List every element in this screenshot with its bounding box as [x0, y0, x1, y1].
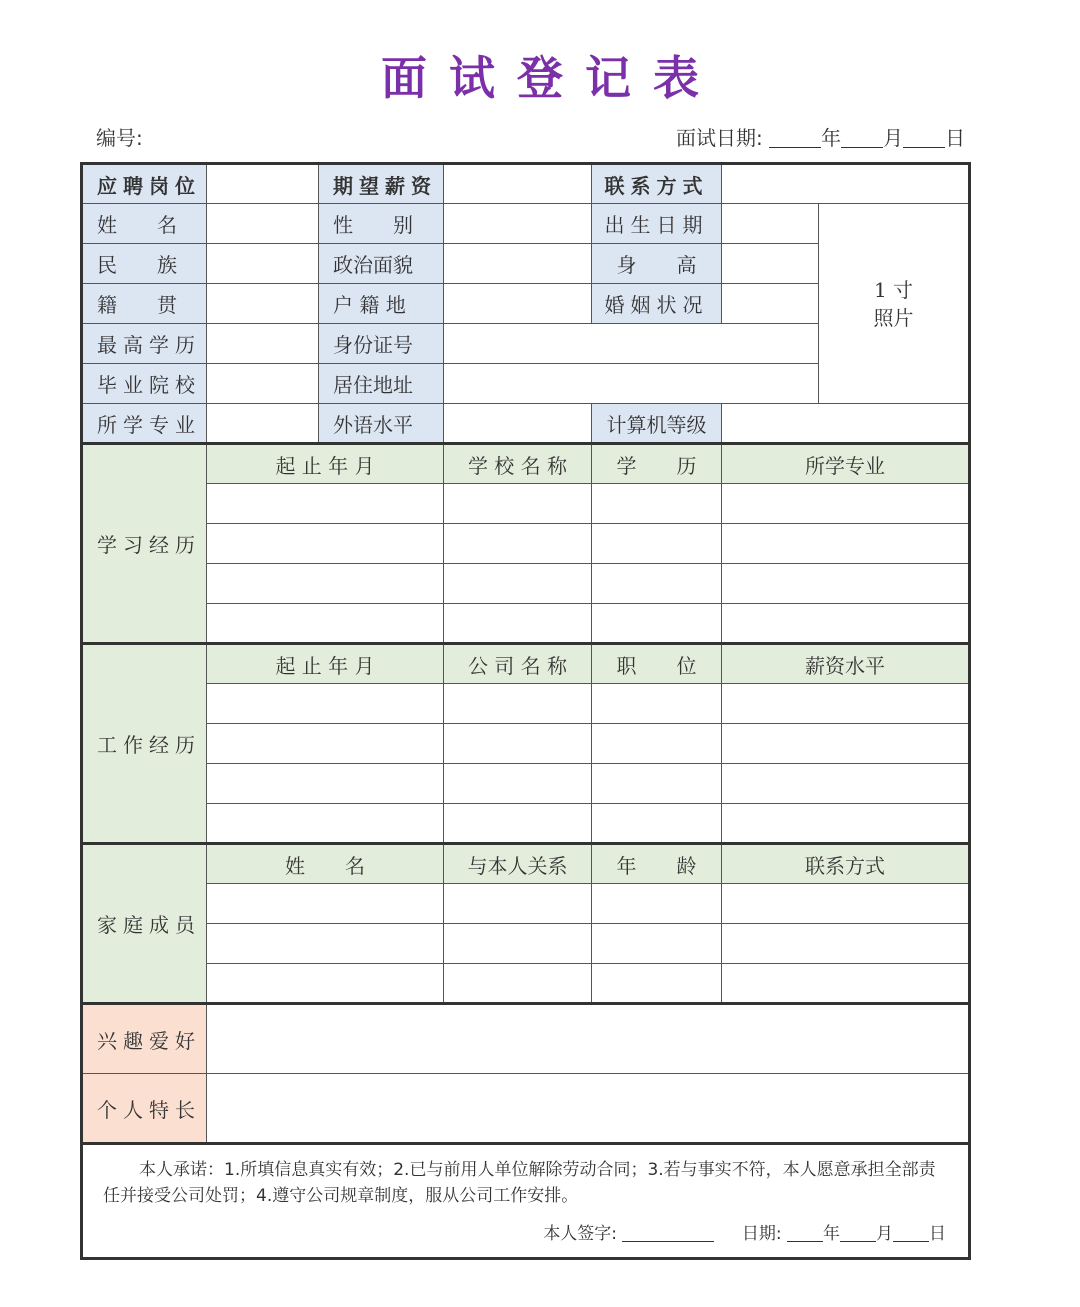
photo-box[interactable]	[819, 204, 970, 404]
language-field[interactable]	[444, 404, 592, 444]
study-school-cell[interactable]	[444, 564, 592, 604]
name-field[interactable]	[207, 204, 319, 244]
family-age-cell[interactable]	[592, 964, 722, 1004]
study-period-cell[interactable]	[207, 484, 444, 524]
study-degree-cell[interactable]	[592, 524, 722, 564]
study-major-cell[interactable]	[722, 484, 970, 524]
day-blank[interactable]	[903, 127, 945, 148]
table-row	[82, 724, 970, 764]
basic-row-7	[82, 404, 970, 444]
language-label: 外语水平	[319, 404, 444, 444]
hobbies-label: 兴趣爱好	[82, 1004, 207, 1074]
work-salary-cell[interactable]	[722, 724, 970, 764]
address-label: 居住地址	[319, 364, 444, 404]
study-period-cell[interactable]	[207, 524, 444, 564]
marital-label: 婚姻状况	[592, 284, 722, 324]
work-section-label: 工作经历	[82, 644, 207, 844]
salary-field[interactable]	[444, 164, 592, 204]
politics-label: 政治面貌	[319, 244, 444, 284]
family-contact-cell[interactable]	[722, 924, 970, 964]
year-label: 年	[821, 126, 842, 150]
interview-form	[80, 162, 971, 1260]
work-company-cell[interactable]	[444, 804, 592, 844]
family-section-label: 家庭成员	[82, 844, 207, 1004]
family-name-cell[interactable]	[207, 964, 444, 1004]
family-header-row	[82, 844, 970, 884]
work-col-company: 公 司 名 称	[444, 644, 592, 684]
hobbies-row	[82, 1004, 970, 1074]
work-position-cell[interactable]	[592, 684, 722, 724]
sign-day-blank[interactable]	[893, 1223, 929, 1242]
table-row	[82, 884, 970, 924]
study-period-cell[interactable]	[207, 604, 444, 644]
work-salary-cell[interactable]	[722, 804, 970, 844]
photo-size-text: 1 寸	[873, 277, 914, 302]
ethnicity-label: 民 族	[82, 244, 207, 284]
study-school-cell[interactable]	[444, 484, 592, 524]
sign-month-label: 月	[876, 1224, 893, 1244]
native-field[interactable]	[207, 284, 319, 324]
birth-field[interactable]	[722, 204, 819, 244]
height-label: 身 高	[592, 244, 722, 284]
study-col-major: 所学专业	[722, 444, 970, 484]
table-row	[82, 484, 970, 524]
salary-label: 期望薪资	[319, 164, 444, 204]
politics-field[interactable]	[444, 244, 592, 284]
work-salary-cell[interactable]	[722, 684, 970, 724]
signature-blank[interactable]	[622, 1223, 714, 1242]
position-label: 应聘岗位	[82, 164, 207, 204]
education-field[interactable]	[207, 324, 319, 364]
ethnicity-field[interactable]	[207, 244, 319, 284]
study-header-row	[82, 444, 970, 484]
id-number-field[interactable]	[444, 324, 819, 364]
contact-field[interactable]	[722, 164, 970, 204]
promise-row	[82, 1144, 970, 1259]
study-period-cell[interactable]	[207, 564, 444, 604]
sign-year-blank[interactable]	[787, 1223, 823, 1242]
registry-label: 户 籍 地	[319, 284, 444, 324]
study-school-cell[interactable]	[444, 524, 592, 564]
work-salary-cell[interactable]	[722, 764, 970, 804]
id-number-label: 身份证号	[319, 324, 444, 364]
family-col-name: 姓 名	[207, 844, 444, 884]
work-header-row	[82, 644, 970, 684]
study-section-label: 学习经历	[82, 444, 207, 644]
photo-text: 照片	[873, 305, 914, 330]
hobbies-field[interactable]	[207, 1004, 970, 1074]
study-degree-cell[interactable]	[592, 604, 722, 644]
study-col-period: 起 止 年 月	[207, 444, 444, 484]
school-label: 毕业院校	[82, 364, 207, 404]
family-age-cell[interactable]	[592, 924, 722, 964]
address-field[interactable]	[444, 364, 819, 404]
work-position-cell[interactable]	[592, 764, 722, 804]
family-col-contact: 联系方式	[722, 844, 970, 884]
skills-field[interactable]	[207, 1074, 970, 1144]
family-contact-cell[interactable]	[722, 884, 970, 924]
sign-year-label: 年	[823, 1224, 840, 1244]
family-relation-cell[interactable]	[444, 964, 592, 1004]
family-col-relation: 与本人关系	[444, 844, 592, 884]
work-col-position: 职 位	[592, 644, 722, 684]
native-label: 籍 贯	[82, 284, 207, 324]
study-degree-cell[interactable]	[592, 564, 722, 604]
month-label: 月	[883, 126, 904, 150]
skills-row	[82, 1074, 970, 1144]
work-period-cell[interactable]	[207, 684, 444, 724]
major-label: 所学专业	[82, 404, 207, 444]
work-company-cell[interactable]	[444, 724, 592, 764]
table-row	[82, 564, 970, 604]
computer-field[interactable]	[722, 404, 970, 444]
gender-field[interactable]	[444, 204, 592, 244]
promise-cell	[82, 1144, 970, 1259]
study-school-cell[interactable]	[444, 604, 592, 644]
table-row	[82, 524, 970, 564]
family-relation-cell[interactable]	[444, 924, 592, 964]
table-row	[82, 804, 970, 844]
work-col-salary: 薪资水平	[722, 644, 970, 684]
work-position-cell[interactable]	[592, 804, 722, 844]
study-degree-cell[interactable]	[592, 484, 722, 524]
family-name-cell[interactable]	[207, 884, 444, 924]
study-col-school: 学 校 名 称	[444, 444, 592, 484]
month-blank[interactable]	[841, 127, 883, 148]
work-company-cell[interactable]	[444, 684, 592, 724]
basic-row-1	[82, 164, 970, 204]
interview-date	[676, 122, 965, 151]
signature-label: 本人签字:	[543, 1224, 618, 1244]
study-major-cell[interactable]	[722, 564, 970, 604]
computer-label: 计算机等级	[592, 404, 722, 444]
sign-day-label: 日	[929, 1224, 946, 1244]
work-company-cell[interactable]	[444, 764, 592, 804]
position-field[interactable]	[207, 164, 319, 204]
year-blank[interactable]	[769, 127, 821, 148]
page-title: 面试登记表	[381, 51, 721, 105]
family-age-cell[interactable]	[592, 884, 722, 924]
table-row	[82, 684, 970, 724]
sign-month-blank[interactable]	[840, 1223, 876, 1242]
height-field[interactable]	[722, 244, 819, 284]
family-name-cell[interactable]	[207, 924, 444, 964]
study-major-cell[interactable]	[722, 524, 970, 564]
basic-row-2	[82, 204, 970, 244]
table-row	[82, 924, 970, 964]
school-field[interactable]	[207, 364, 319, 404]
work-position-cell[interactable]	[592, 724, 722, 764]
form-number	[96, 122, 143, 151]
contact-label: 联系方式	[592, 164, 722, 204]
family-relation-cell[interactable]	[444, 884, 592, 924]
marital-field[interactable]	[722, 284, 819, 324]
work-period-cell[interactable]	[207, 724, 444, 764]
table-row	[82, 604, 970, 644]
birth-label: 出生日期	[592, 204, 722, 244]
promise-text: 本人承诺：1.所填信息真实有效；2.已与前用人单位解除劳动合同；3.若与事实不符，本人愿意承担全部责任并接受公司处罚；4.遵守公司规章制度，服从公司工作安排。	[103, 1160, 936, 1206]
sign-date-label: 日期:	[741, 1224, 782, 1244]
work-col-period: 起 止 年 月	[207, 644, 444, 684]
family-col-age: 年 龄	[592, 844, 722, 884]
table-row	[82, 764, 970, 804]
registry-field[interactable]	[444, 284, 592, 324]
interview-date-label: 面试日期:	[676, 126, 763, 150]
signature-line	[103, 1221, 950, 1247]
work-period-cell[interactable]	[207, 764, 444, 804]
name-label: 姓 名	[82, 204, 207, 244]
form-number-label: 编号:	[96, 126, 143, 150]
major-field[interactable]	[207, 404, 319, 444]
skills-label: 个人特长	[82, 1074, 207, 1144]
education-label: 最高学历	[82, 324, 207, 364]
day-label: 日	[945, 126, 966, 150]
gender-label: 性 别	[319, 204, 444, 244]
table-row	[82, 964, 970, 1004]
study-major-cell[interactable]	[722, 604, 970, 644]
study-col-degree: 学 历	[592, 444, 722, 484]
work-period-cell[interactable]	[207, 804, 444, 844]
family-contact-cell[interactable]	[722, 964, 970, 1004]
